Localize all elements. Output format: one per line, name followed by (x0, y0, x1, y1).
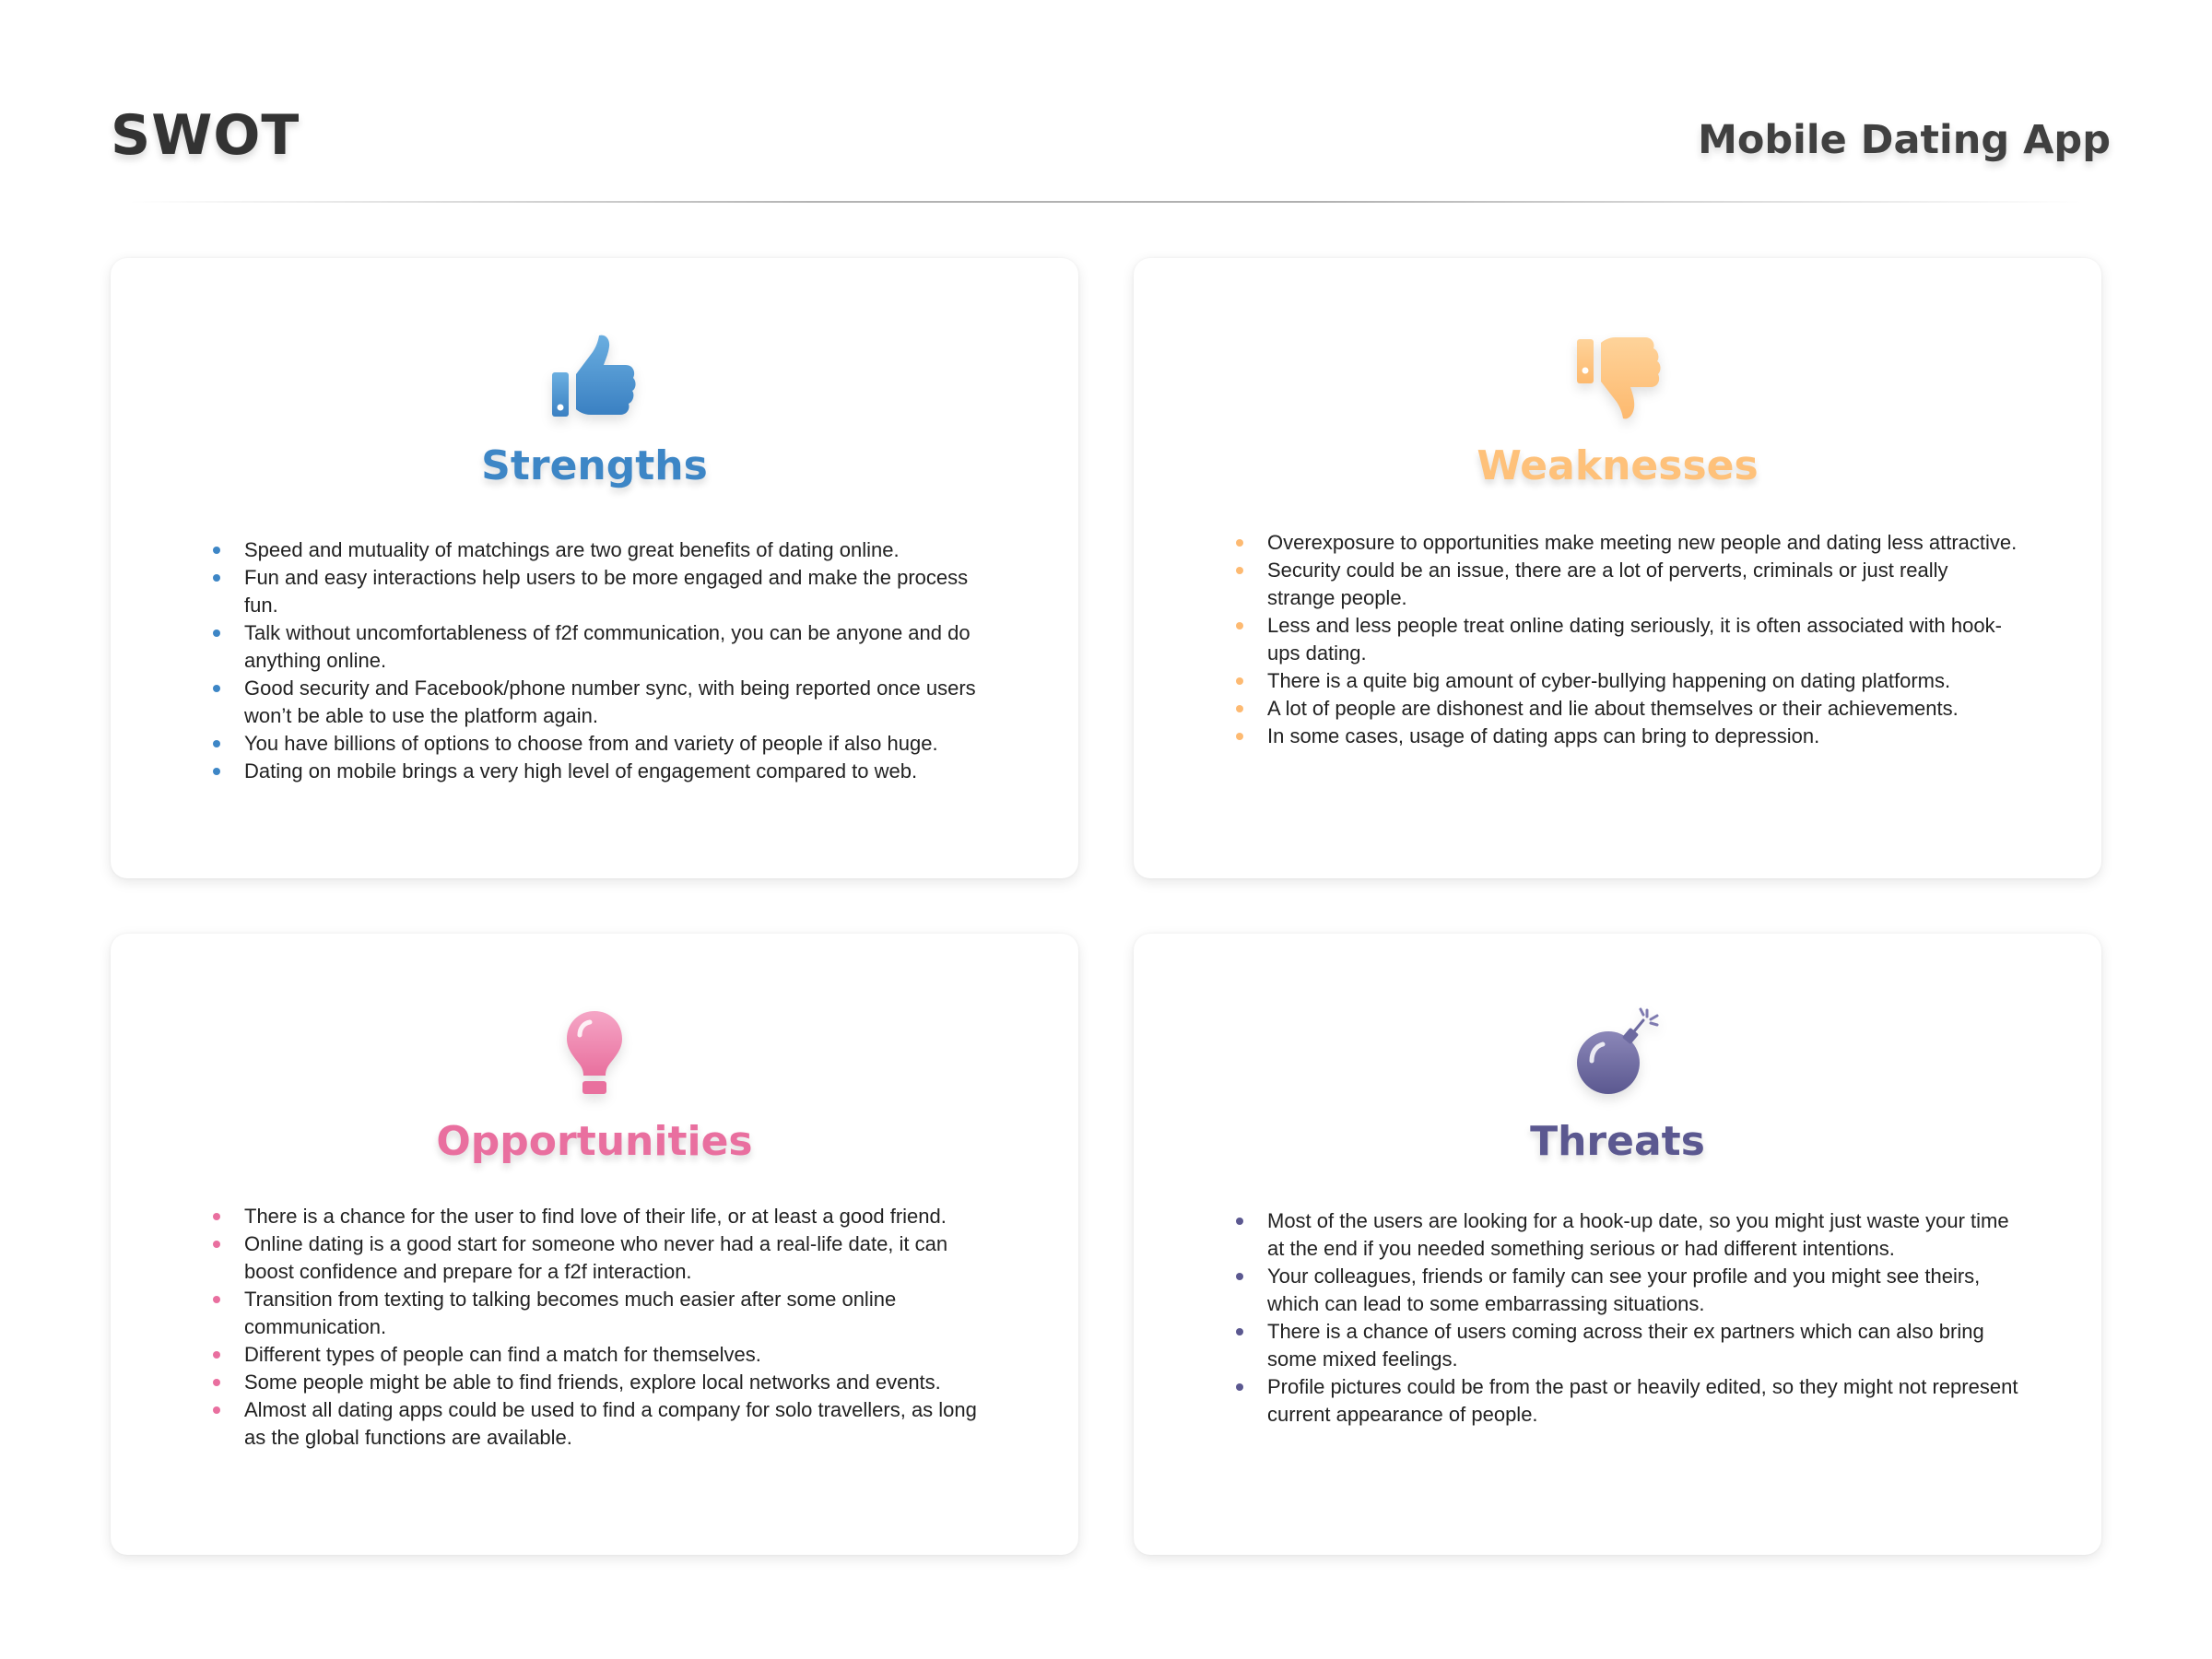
list-item: Different types of people can find a match for themselves. (244, 1341, 995, 1369)
weaknesses-title: Weaknesses (1477, 442, 1759, 489)
list-item: Fun and easy interactions help users to be more engaged and make the process fun. (244, 564, 995, 619)
page-title: SWOT (111, 103, 300, 168)
bomb-icon (1571, 1007, 1664, 1100)
header-divider (129, 201, 2083, 203)
strengths-title: Strengths (481, 442, 708, 489)
list-item: Security could be an issue, there are a lot of perverts, criminals or just really strange people. (1267, 557, 2018, 612)
list-item: Dating on mobile brings a very high level of engagement compared to web. (244, 758, 995, 785)
list-item: There is a chance for the user to find love of their life, or at least a good friend. (244, 1203, 995, 1230)
list-item: Overexposure to opportunities make meeting new people and dating less attractive. (1267, 529, 2018, 557)
list-item: A lot of people are dishonest and lie about themselves or their achievements. (1267, 695, 2018, 723)
list-item: Transition from texting to talking becomes much easier after some online communication. (244, 1286, 995, 1341)
threats-title: Threats (1530, 1118, 1705, 1165)
list-item: In some cases, usage of dating apps can bring to depression. (1267, 723, 2018, 750)
list-item: Less and less people treat online dating seriously, it is often associated with hook-ups dating. (1267, 612, 2018, 667)
strengths-list (244, 536, 995, 785)
page-subtitle: Mobile Dating App (1698, 117, 2111, 163)
list-item: Online dating is a good start for someone who never had a real-life date, it can boost confidence and prepare for a f2f interaction. (244, 1230, 995, 1286)
weaknesses-list (1267, 529, 2018, 750)
list-item: You have billions of options to choose from and variety of people if also huge. (244, 730, 995, 758)
list-item: Your colleagues, friends or family can see your profile and you might see theirs, which can lead to some embarrassing situations. (1267, 1263, 2018, 1318)
threats-card (1134, 934, 2101, 1555)
threats-list (1267, 1207, 2018, 1429)
opportunities-title: Opportunities (436, 1118, 753, 1165)
list-item: Good security and Facebook/phone number sync, with being reported once users won’t be able to use the platform again. (244, 675, 995, 730)
strengths-card (111, 258, 1078, 878)
list-item: Most of the users are looking for a hook-up date, so you might just waste your time at the end if you needed something serious or had different intentions. (1267, 1207, 2018, 1263)
weaknesses-card (1134, 258, 2101, 878)
list-item: Talk without uncomfortableness of f2f communication, you can be anyone and do anything online. (244, 619, 995, 675)
list-item: Speed and mutuality of matchings are two great benefits of dating online. (244, 536, 995, 564)
lightbulb-icon (548, 1007, 641, 1100)
opportunities-list (244, 1203, 995, 1452)
list-item: There is a chance of users coming across their ex partners which can also bring some mixed feelings. (1267, 1318, 2018, 1373)
thumbs-down-icon (1571, 332, 1664, 424)
list-item: Profile pictures could be from the past or heavily edited, so they might not represent current appearance of people. (1267, 1373, 2018, 1429)
opportunities-card (111, 934, 1078, 1555)
list-item: There is a quite big amount of cyber-bullying happening on dating platforms. (1267, 667, 2018, 695)
thumbs-up-icon (548, 332, 641, 424)
list-item: Some people might be able to find friends, explore local networks and events. (244, 1369, 995, 1396)
list-item: Almost all dating apps could be used to find a company for solo travellers, as long as the global functions are available. (244, 1396, 995, 1452)
